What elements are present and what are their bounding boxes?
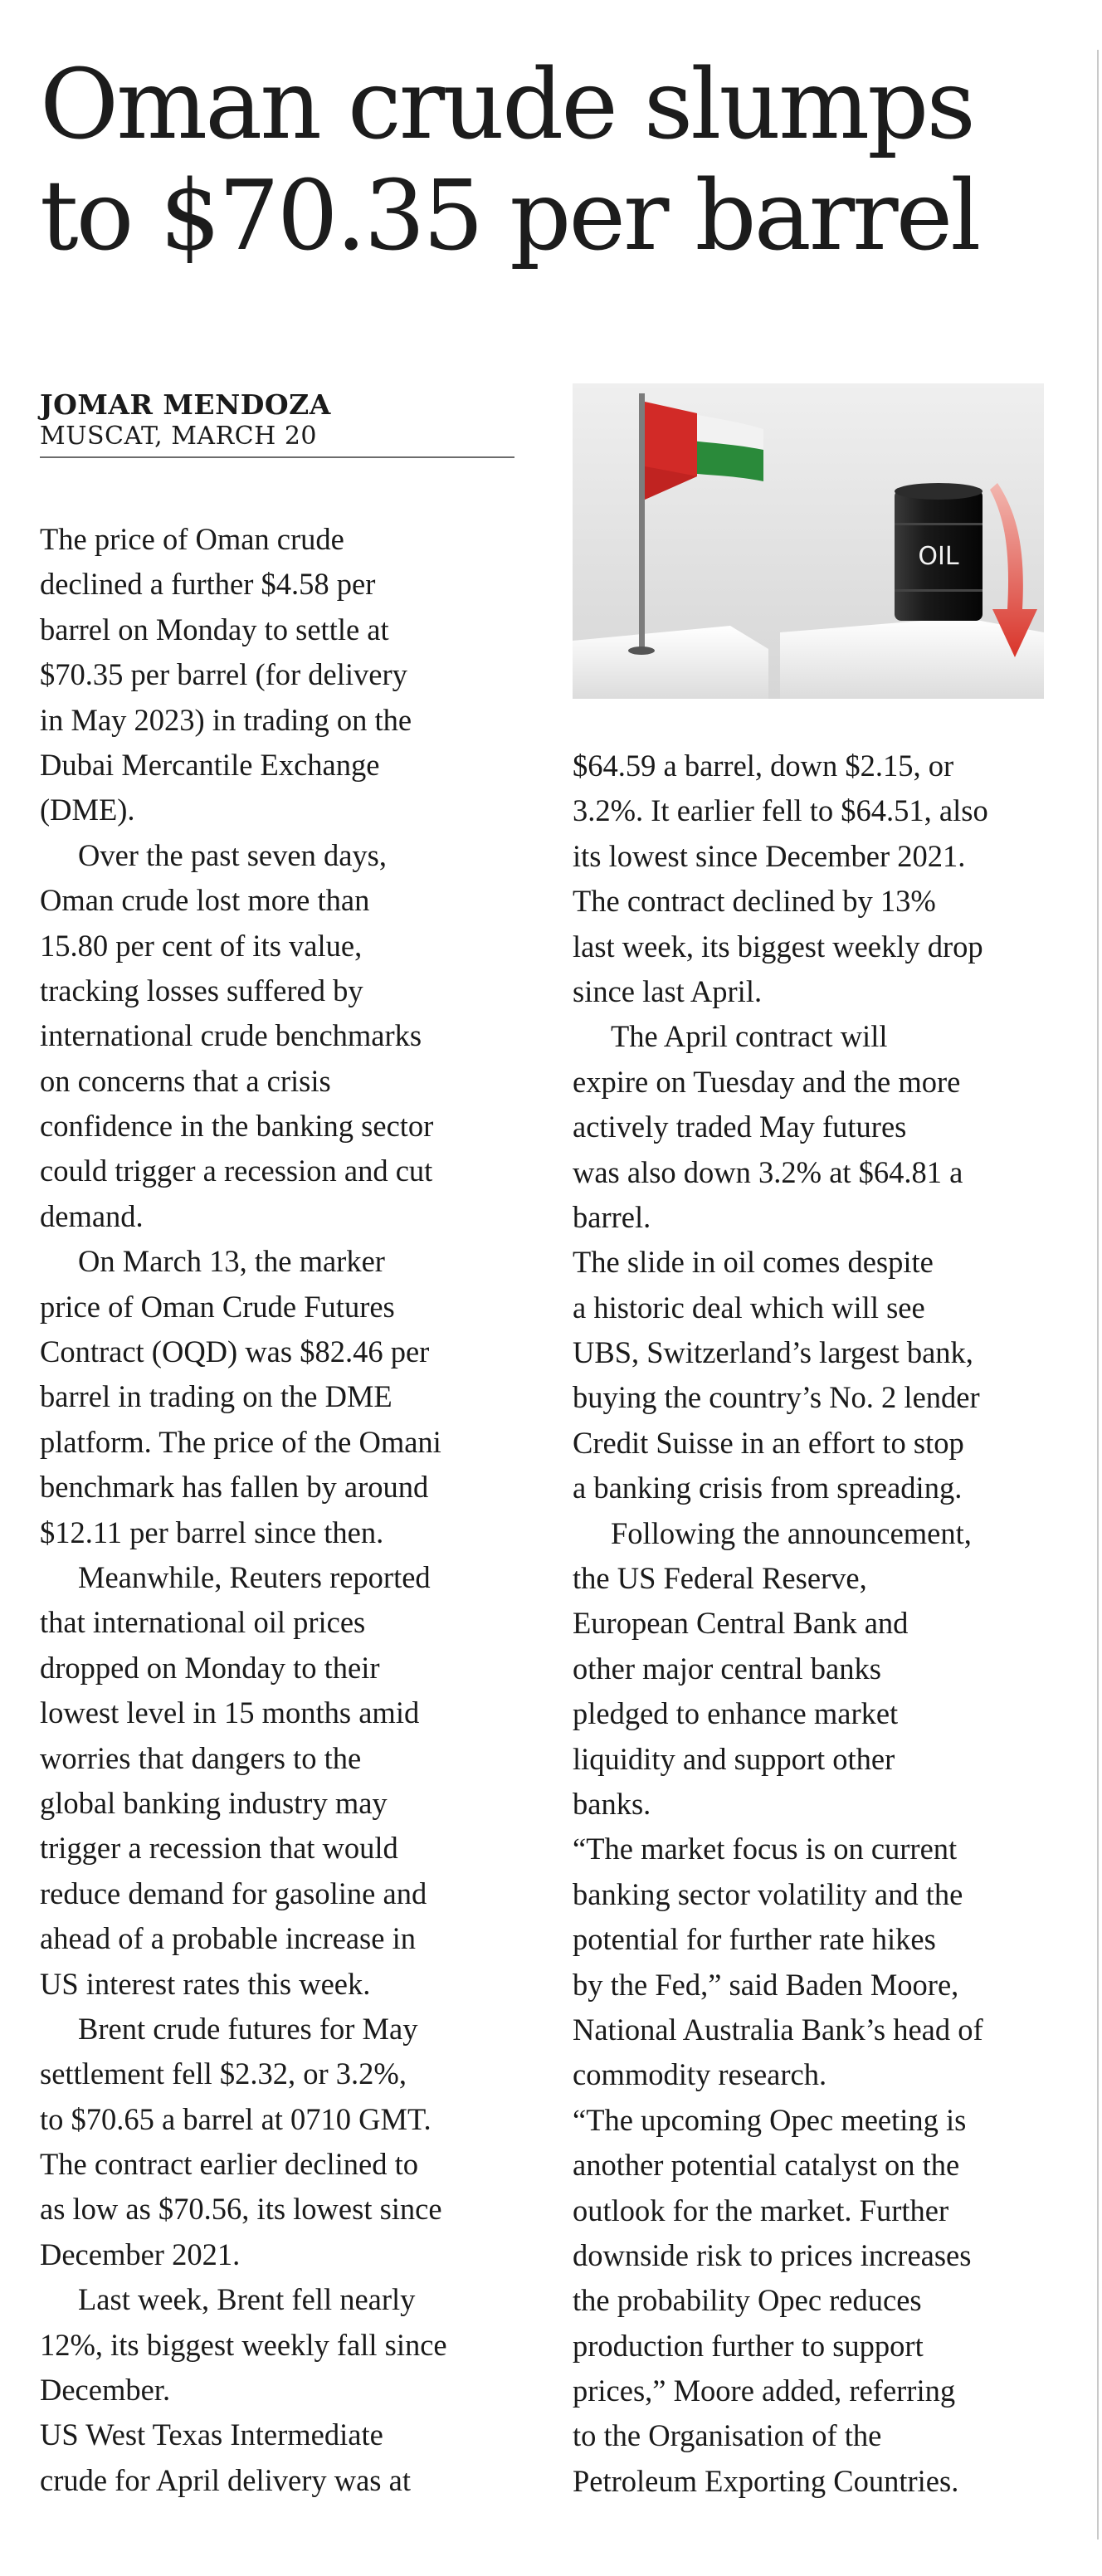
article-line: The slide in oil comes despite	[573, 1245, 934, 1280]
article-line: tracking losses suffered by	[40, 973, 363, 1007]
article-line: in May 2023) in trading on the	[40, 702, 412, 737]
oman-flag-oil-barrel-photo	[573, 383, 1044, 699]
article-line: Last week, Brent fell nearly	[78, 2282, 416, 2317]
oil-barrel-icon	[895, 483, 983, 621]
article-line: The contract declined by 13%	[573, 884, 936, 919]
barrel-label: OIL	[918, 542, 959, 571]
article-line: on concerns that a crisis	[40, 1063, 331, 1098]
article-line: pledged to enhance market	[573, 1696, 899, 1731]
article-line: $64.59 a barrel, down $2.15, or	[573, 749, 954, 783]
article-line: to $70.65 a barrel at 0710 GMT.	[40, 2101, 432, 2136]
article-line: (DME).	[40, 793, 135, 827]
article-line: barrel on Monday to settle at	[40, 612, 389, 646]
article-line: commodity research.	[573, 2057, 827, 2092]
article-line: December.	[40, 2373, 171, 2408]
article-line: Petroleum Exporting Countries.	[573, 2463, 959, 2498]
article-line: the US Federal Reserve,	[573, 1561, 867, 1596]
article-line: expire on Tuesday and the more	[573, 1064, 961, 1099]
article-line: another potential catalyst on the	[573, 2148, 960, 2183]
article-line: barrel in trading on the DME	[40, 1379, 393, 1414]
article-column-2	[573, 744, 1070, 2504]
article-line: On March 13, the marker	[78, 1244, 385, 1279]
article-line: 3.2%. It earlier fell to $64.51, also	[573, 793, 988, 828]
article-line: as low as $70.56, its lowest since	[40, 2192, 442, 2227]
article-line: last week, its biggest weekly drop	[573, 929, 983, 964]
article-line: Meanwhile, Reuters reported	[78, 1559, 431, 1594]
article-line: reduce demand for gasoline and	[40, 1876, 427, 1910]
article-line: platform. The price of the Omani	[40, 1424, 441, 1459]
article-line: downside risk to prices increases	[573, 2237, 972, 2272]
article-line: buying the country’s No. 2 lender	[573, 1380, 980, 1415]
article-line: European Central Bank and	[573, 1606, 909, 1641]
article-line: settlement fell $2.32, or 3.2%,	[40, 2056, 407, 2091]
article-line: 15.80 per cent of its value,	[40, 928, 363, 963]
article-line: US West Texas Intermediate	[40, 2417, 383, 2452]
article-line: The price of Oman crude	[40, 522, 344, 556]
article-line: US interest rates this week.	[40, 1966, 371, 2001]
article-line: Following the announcement,	[611, 1515, 972, 1550]
article-line: other major central banks	[573, 1651, 881, 1686]
article-line: barrel.	[573, 1199, 651, 1234]
article-line: its lowest since December 2021.	[573, 838, 966, 873]
article-line: by the Fed,” said Baden Moore,	[573, 1967, 959, 2002]
article-line: The April contract will	[611, 1019, 888, 1054]
author-name: JOMAR MENDOZA	[40, 388, 331, 421]
article-line: December 2021.	[40, 2237, 241, 2271]
article-line: international crude benchmarks	[40, 1018, 422, 1053]
article-line: Credit Suisse in an effort to stop	[573, 1425, 964, 1460]
article-line: dropped on Monday to their	[40, 1650, 380, 1685]
article-line: that international oil prices	[40, 1605, 366, 1640]
article-line: declined a further $4.58 per	[40, 567, 376, 602]
article-line: banks.	[573, 1786, 651, 1821]
article-line: Contract (OQD) was $82.46 per	[40, 1334, 430, 1369]
article-line: since last April.	[573, 973, 763, 1008]
article-line: confidence in the banking sector	[40, 1109, 434, 1144]
article-line: liquidity and support other	[573, 1741, 895, 1776]
headline	[40, 50, 1036, 272]
article-line: production further to support	[573, 2328, 924, 2363]
photo-illustration	[573, 383, 1044, 699]
article-line: UBS, Switzerland’s largest bank,	[573, 1335, 973, 1370]
article-line: actively traded May futures	[573, 1110, 907, 1144]
article-line: “The upcoming Opec meeting is	[573, 2102, 967, 2137]
headline-line: to $70.35 per barrel	[40, 160, 979, 272]
article-line: Brent crude futures for May	[78, 2011, 418, 2046]
article-line: was also down 3.2% at $64.81 a	[573, 1154, 963, 1189]
article-line: prices,” Moore added, referring	[573, 2374, 956, 2408]
article-line: The contract earlier declined to	[40, 2147, 419, 2182]
dateline: MUSCAT, MARCH 20	[40, 422, 318, 451]
article-line: to the Organisation of the	[573, 2418, 882, 2453]
article-line: a historic deal which will see	[573, 1290, 925, 1325]
headline-line: Oman crude slumps	[40, 49, 973, 161]
article-line: worries that dangers to the	[40, 1740, 362, 1775]
article-line: price of Oman Crude Futures	[40, 1289, 395, 1324]
article-column-1	[40, 517, 538, 2503]
article-line: banking sector volatility and the	[573, 1876, 963, 1911]
column-rule	[1097, 50, 1099, 2539]
article-line: outlook for the market. Further	[573, 2193, 949, 2227]
article-line: Over the past seven days,	[78, 837, 387, 872]
article-line: “The market focus is on current	[573, 1832, 958, 1866]
article-line: Oman crude lost more than	[40, 883, 370, 918]
article-line: lowest level in 15 months amid	[40, 1695, 420, 1730]
article-line: could trigger a recession and cut	[40, 1154, 433, 1188]
article-line: benchmark has fallen by around	[40, 1470, 429, 1505]
article-line: global banking industry may	[40, 1785, 388, 1820]
article-line: Dubai Mercantile Exchange	[40, 747, 380, 782]
article-line: a banking crisis from spreading.	[573, 1471, 963, 1505]
article-line: the probability Opec reduces	[573, 2283, 922, 2318]
byline	[40, 388, 514, 458]
article-line: trigger a recession that would	[40, 1831, 398, 1866]
article-line: $12.11 per barrel since then.	[40, 1515, 384, 1549]
article-line: ahead of a probable increase in	[40, 1921, 416, 1956]
article-line: crude for April delivery was at	[40, 2462, 411, 2497]
article-line: potential for further rate hikes	[573, 1922, 936, 1957]
article-line: $70.35 per barrel (for delivery	[40, 657, 407, 692]
article-line: National Australia Bank’s head of	[573, 2012, 983, 2047]
article-line: 12%, its biggest weekly fall since	[40, 2327, 447, 2362]
article-line: demand.	[40, 1198, 144, 1233]
